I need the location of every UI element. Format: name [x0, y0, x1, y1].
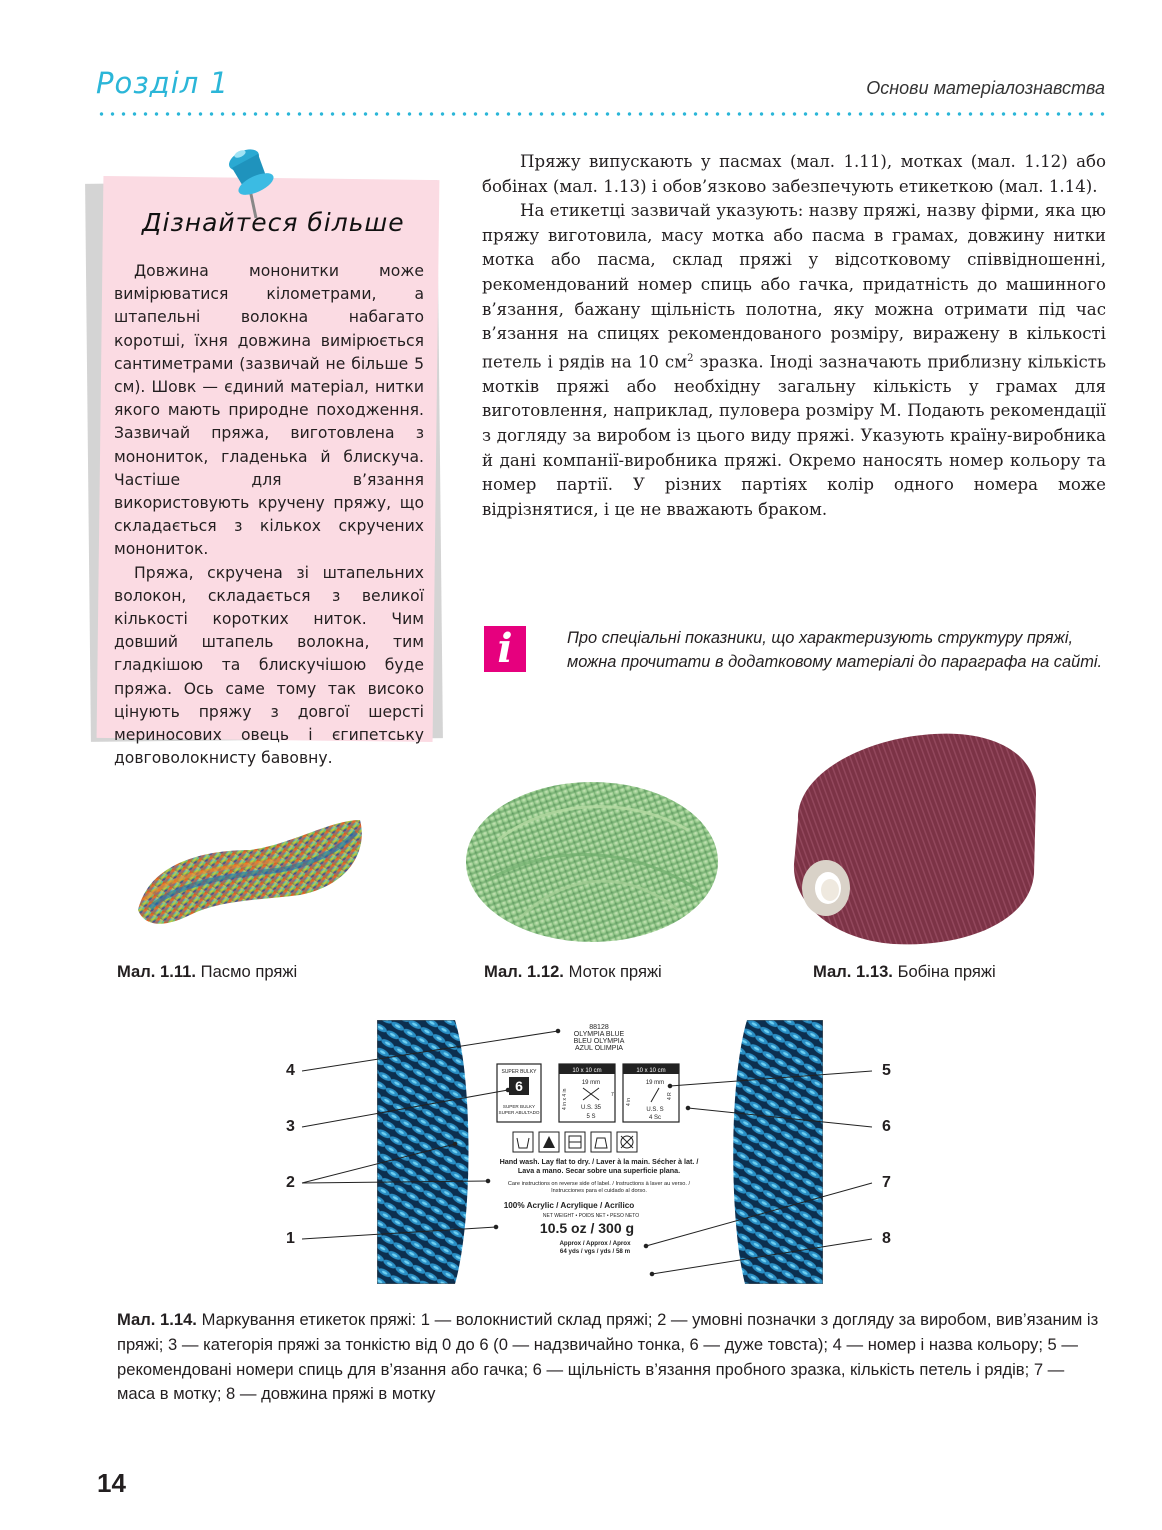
caption-number: Мал. 1.13.	[813, 962, 893, 981]
main-paragraph-2-b: зразка. Іноді зазначають приблизну кількість мотків пряжі або необхідну загальну кількість у грамах для виготовлення, наприклад, пуловера розміру М. Подають рекомендації з догляду за виробом із цього виду пряжі. Указують країну-виробника й дані компанії-виробника пряжі. Окремо наносять номер кольору та номер партії. У різних партіях колір одного номера може відрізнятися, і це не вважають браком.	[482, 352, 1106, 519]
weight-category-number: 6	[515, 1078, 523, 1094]
photo-caption-2	[484, 962, 662, 982]
callout-7: 7	[882, 1174, 891, 1191]
gauge-size: 10 x 10 cm	[636, 1068, 666, 1074]
caption-text: Бобіна пряжі	[897, 962, 996, 981]
caption-number: Мал. 1.12.	[484, 962, 564, 981]
label-code: 88128	[589, 1024, 609, 1031]
main-paragraph-2-a: На етикетці зазвичай указують: назву пряжі, назву фірми, яка цю пряжу виготовила, масу мотка або пасма в грамах, довжину нитки мотка або пасма, склад пряжі у відсотковому співвідношенні, рекомендований номер спиць або гачка, придатність до машинного в’язання, бажану щільність полотна, яку можна отримати під час в’язання на спицях рекомендованого розміру, виражену в кількості петель і рядів на 10 см	[482, 201, 1106, 372]
page-number: 14	[97, 1468, 126, 1498]
figure-number: Мал. 1.14.	[117, 1310, 197, 1329]
figure-caption-text: Маркування етикеток пряжі: 1 — волокнистий склад пряжі; 2 — умовні позначки з догляду за виробом, вив’язаним із пряжі; 3 — категорія пряжі за тонкістю від 0 до 6 (0 — надзвичайно тонка, 6 — дуже товста); 4 — номер і назва кольору; 5 — рекомендовані номери спиць для в’язання або гачка; 6 — щільність в’язання пробного зразка, кількість петель і рядів; 7 — маса в мотку; 8 — довжина пряжі в мотку	[117, 1310, 1099, 1404]
photo-caption-3	[813, 962, 996, 982]
section-title: Основи матеріалознавства	[866, 78, 1105, 98]
callout-5: 5	[882, 1062, 891, 1079]
callout-8: 8	[882, 1230, 891, 1247]
yarn-ball-image	[458, 770, 726, 950]
callout-1: 1	[286, 1230, 295, 1247]
care-text: Lava a mano. Secar sobre una superficie plana.	[517, 1166, 681, 1175]
main-paragraph-1: Пряжу випускають у пасмах (мал. 1.11), мотках (мал. 1.12) або бобінах (мал. 1.13) і обов’язково забезпечують етикеткою (мал. 1.14).	[482, 152, 1106, 196]
note-title: Дізнайтеся більше	[142, 208, 405, 237]
chapter-title: Розділ 1	[96, 66, 229, 100]
hook-us-size: U.S. S	[646, 1107, 664, 1113]
gauge-rows: 4 R	[667, 1092, 673, 1100]
label-color-name: OLYMPIA BLUE	[573, 1031, 625, 1038]
net-weight: 10.5 oz / 300 g	[539, 1220, 635, 1236]
gauge-stitches: 5 S	[586, 1114, 596, 1120]
care-note: Care instructions on reverse side of label. / Instructions à laver au verso. /	[507, 1181, 691, 1187]
needle-size: 19 mm	[581, 1080, 601, 1086]
weight-category-top: SUPER BULKY	[501, 1069, 537, 1075]
approx-label: Approx / Approx / Aprox	[559, 1240, 631, 1247]
info-icon[interactable]: i	[484, 626, 526, 672]
weight-category-bottom: SUPER ABULTADO	[498, 1110, 540, 1115]
superscript: 2	[687, 352, 694, 364]
callout-4: 4	[286, 1062, 295, 1079]
note-paragraph: Пряжа, скручена зі штапельних волокон, складається з великої кількості коротких ниток. Чим довший штапель волокна, тим гладкішою та блискучішою буде пряжа. Ось саме тому так високо цінують пряжу з довгої шерсті мериносових овець і єгипетську довговолокнисту бавовну.	[114, 563, 424, 768]
gauge-stitches: 4 Sc	[648, 1115, 662, 1121]
yarn-length: 64 yds / vgs / yds / 58 m	[559, 1248, 631, 1255]
main-paragraph-2	[482, 199, 1106, 522]
figure-caption	[117, 1308, 1107, 1407]
photo-caption-1	[117, 962, 297, 982]
gauge-side: 4 in x 4 in	[562, 1088, 568, 1110]
label-color-name: BLEU OLYMPIA	[573, 1038, 625, 1045]
needle-size: 19 mm	[645, 1080, 665, 1086]
fiber-content: 100% Acrylic / Acrylique / Acrílico	[503, 1201, 635, 1210]
gauge-side: 4 in	[626, 1097, 632, 1106]
net-weight-label: NET WEIGHT • POIDS NET • PESO NETO	[542, 1213, 640, 1219]
yarn-skein-image	[130, 790, 370, 940]
caption-text: Пасмо пряжі	[200, 962, 298, 981]
care-text: Hand wash. Lay flat to dry. / Laver à la main. Sécher à lat. /	[499, 1157, 699, 1166]
header-divider	[96, 112, 1106, 116]
callout-6: 6	[882, 1118, 891, 1135]
caption-text: Моток пряжі	[568, 962, 662, 981]
main-text	[482, 150, 1106, 522]
note-body	[114, 260, 424, 770]
note-paragraph: Довжина мононитки може вимірюватися кілометрами, а штапельні волокна набагато коротші, їхня довжина вимірюється сантиметрами (зазвичай не більше 5 см). Шовк — єдиний матеріал, нитки якого мають природне походження. Зазвичай пряжа, виготовлена з монониток, гладенька й блискуча. Частіше для в’язання використовують кручену пряжу, що складається з кількох скручених монониток.	[114, 262, 424, 559]
callout-2: 2	[286, 1174, 295, 1191]
caption-number: Мал. 1.11.	[117, 962, 197, 981]
gauge-rows: 7	[611, 1092, 614, 1098]
callout-3: 3	[286, 1118, 295, 1135]
care-note: Instrucciones para el cuidado al dorso.	[551, 1188, 647, 1194]
weight-category-bottom: SUPER BULKY	[502, 1104, 536, 1109]
gauge-size: 10 x 10 cm	[572, 1068, 602, 1074]
info-text: Про спеціальні показники, що характеризують структуру пряжі, можна прочитати в додатковому матеріалі до параграфа на сайті.	[567, 629, 1103, 672]
callout-lines	[290, 1020, 900, 1284]
needle-us-size: U.S. 35	[580, 1105, 602, 1111]
label-color-name: AZUL OLIMPIA	[575, 1045, 623, 1052]
yarn-bobbin-image	[784, 724, 1048, 956]
